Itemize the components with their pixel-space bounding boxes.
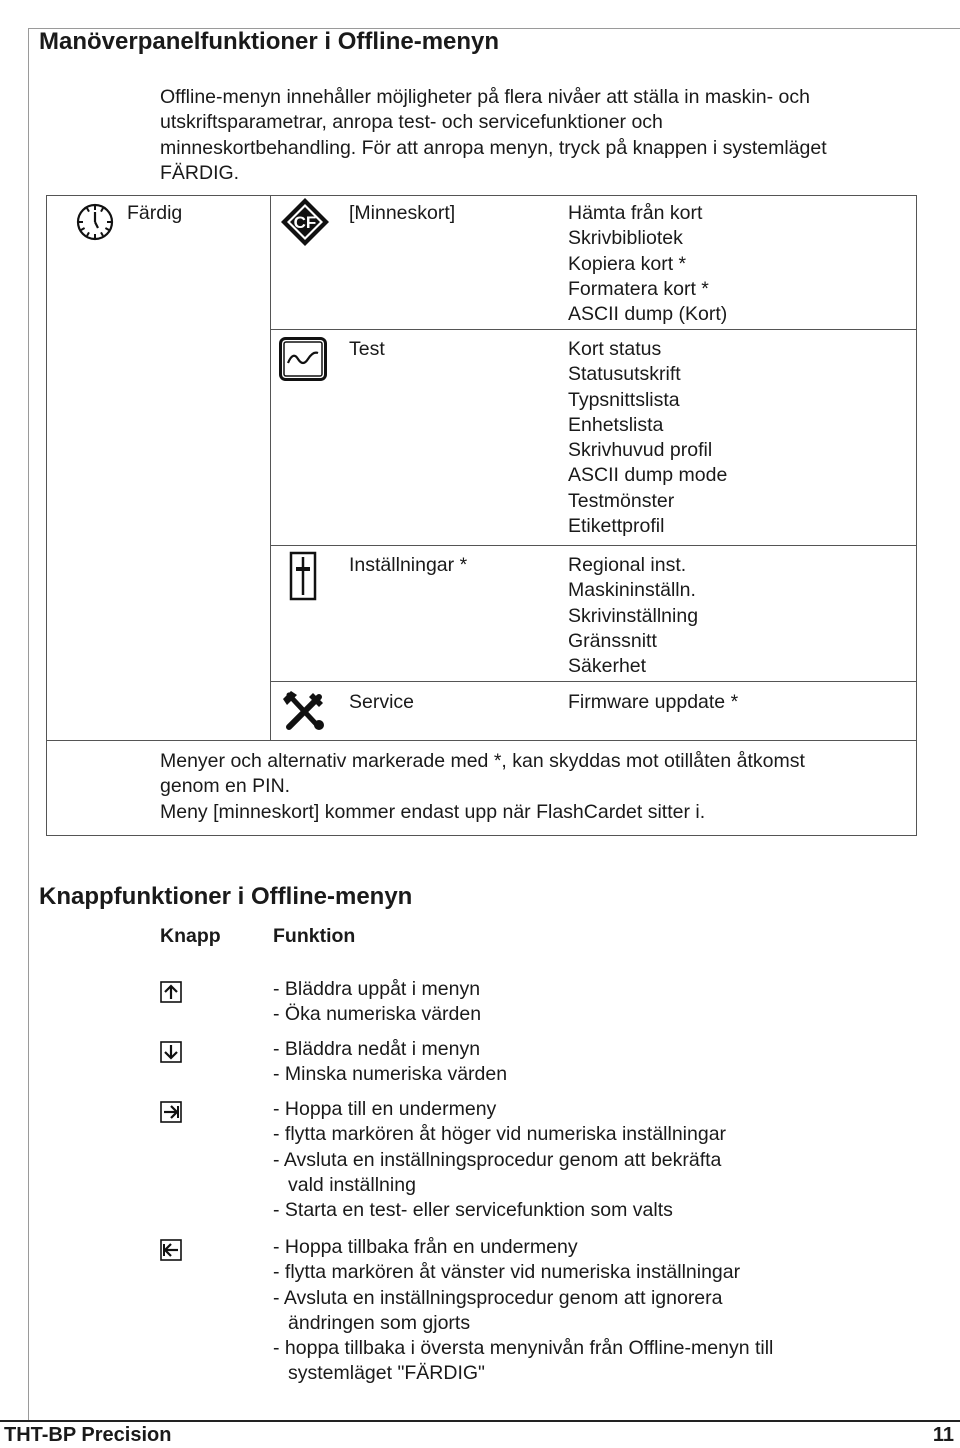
back-left-key-icon <box>160 1239 182 1261</box>
settings-slider-icon <box>289 551 317 601</box>
menu-item: Säkerhet <box>568 655 647 678</box>
key-description-up <box>273 977 481 1028</box>
tools-icon <box>281 689 327 731</box>
key-description-enter <box>273 1097 726 1223</box>
menu-item: Formatera kort * <box>568 277 709 300</box>
menu-divider-notes <box>46 740 917 741</box>
section-title-panel-functions: Manöverpanelfunktioner i Offline-menyn <box>39 28 500 55</box>
menu-group-label-service: Service <box>349 691 415 713</box>
page-frame-left <box>28 28 29 1420</box>
menu-note-line: Meny [minneskort] kommer endast upp när FlashCardet sitter i. <box>160 800 706 823</box>
menu-item: Skrivbibliotek <box>568 227 683 250</box>
menu-divider <box>270 545 917 546</box>
intro-line: minneskortbehandling. För att anropa menyn, tryck på knappen i systemläget <box>160 136 827 159</box>
column-header-key: Knapp <box>160 925 221 947</box>
intro-line: Offline-menyn innehåller möjligheter på flera nivåer att ställa in maskin- och <box>160 86 810 108</box>
key-description-line: systemläget "FÄRDIG" <box>288 1362 485 1385</box>
key-description-line: - Minska numeriska värden <box>273 1063 508 1086</box>
intro-paragraph <box>160 85 920 186</box>
menu-item: Typsnittslista <box>568 388 680 411</box>
menu-group-label-settings: Inställningar * <box>349 554 468 576</box>
menu-item: Enhetslista <box>568 413 664 436</box>
key-description-line: - Öka numeriska värden <box>273 1003 482 1026</box>
arrow-up-key-icon <box>160 981 182 1003</box>
svg-text:CF: CF <box>293 213 317 232</box>
menu-item: Kopiera kort * <box>568 252 687 275</box>
key-description-back <box>273 1235 773 1387</box>
menu-item: Etikettprofil <box>568 515 665 538</box>
test-wave-icon <box>279 337 327 381</box>
footer-rule <box>0 1420 960 1422</box>
menu-divider <box>270 329 917 330</box>
key-description-line: - flytta markören åt höger vid numeriska inställningar <box>273 1123 727 1146</box>
menu-group-items-memory-card <box>568 201 727 327</box>
menu-item: Firmware uppdate * <box>568 691 739 713</box>
intro-line: FÄRDIG. <box>160 161 240 184</box>
menu-group-label-memory-card: [Minneskort] <box>349 202 456 224</box>
key-description-line: - Bläddra nedåt i menyn <box>273 1038 481 1060</box>
menu-note-line: Menyer och alternativ markerade med *, kan skyddas mot otillåten åtkomst <box>160 750 805 772</box>
key-description-line: - Bläddra uppåt i menyn <box>273 978 481 1000</box>
menu-divider-vertical <box>270 195 271 740</box>
menu-group-label-test: Test <box>349 338 385 360</box>
menu-item: Regional inst. <box>568 554 687 576</box>
key-description-down <box>273 1037 507 1088</box>
menu-divider <box>270 681 917 682</box>
footer-page-number: 11 <box>932 1424 954 1446</box>
menu-item: Testmönster <box>568 489 675 512</box>
key-description-line: - hoppa tillbaka i översta menynivån från Offline-menyn till <box>273 1337 774 1360</box>
menu-root-label: Färdig <box>127 202 183 224</box>
menu-item: Statusutskrift <box>568 363 681 386</box>
key-description-line: - Starta en test- eller servicefunktion som valts <box>273 1199 673 1222</box>
menu-item: Gränssnitt <box>568 629 657 652</box>
cf-card-icon <box>279 196 331 248</box>
menu-note-line: genom en PIN. <box>160 775 291 798</box>
menu-item: ASCII dump (Kort) <box>568 303 728 326</box>
section-title-key-functions: Knappfunktioner i Offline-menyn <box>39 883 413 910</box>
menu-notes <box>160 749 805 825</box>
menu-item: Hämta från kort <box>568 202 703 224</box>
key-description-line: ändringen som gjorts <box>288 1311 471 1334</box>
menu-item: Skrivinställning <box>568 604 699 627</box>
clock-icon <box>75 202 115 242</box>
key-description-line: - Avsluta en inställningsprocedur genom att bekräfta <box>273 1148 722 1171</box>
menu-item: Kort status <box>568 338 662 360</box>
key-description-line: - Avsluta en inställningsprocedur genom att ignorera <box>273 1286 723 1309</box>
menu-group-items-test <box>568 337 727 539</box>
key-description-line: - Hoppa till en undermeny <box>273 1098 497 1120</box>
intro-line: utskriftsparametrar, anropa test- och servicefunktioner och <box>160 111 663 134</box>
menu-item: ASCII dump mode <box>568 464 728 487</box>
enter-right-key-icon <box>160 1101 182 1123</box>
footer-product-name: THT-BP Precision <box>4 1424 172 1446</box>
menu-item: Skrivhuvud profil <box>568 439 713 462</box>
key-description-line: - flytta markören åt vänster vid numeriska inställningar <box>273 1261 741 1284</box>
column-header-function: Funktion <box>273 925 356 947</box>
menu-group-items-settings <box>568 553 698 679</box>
key-description-line: - Hoppa tillbaka från en undermeny <box>273 1236 578 1258</box>
menu-item: Maskininställn. <box>568 579 696 602</box>
arrow-down-key-icon <box>160 1041 182 1063</box>
key-description-line: vald inställning <box>288 1173 416 1196</box>
